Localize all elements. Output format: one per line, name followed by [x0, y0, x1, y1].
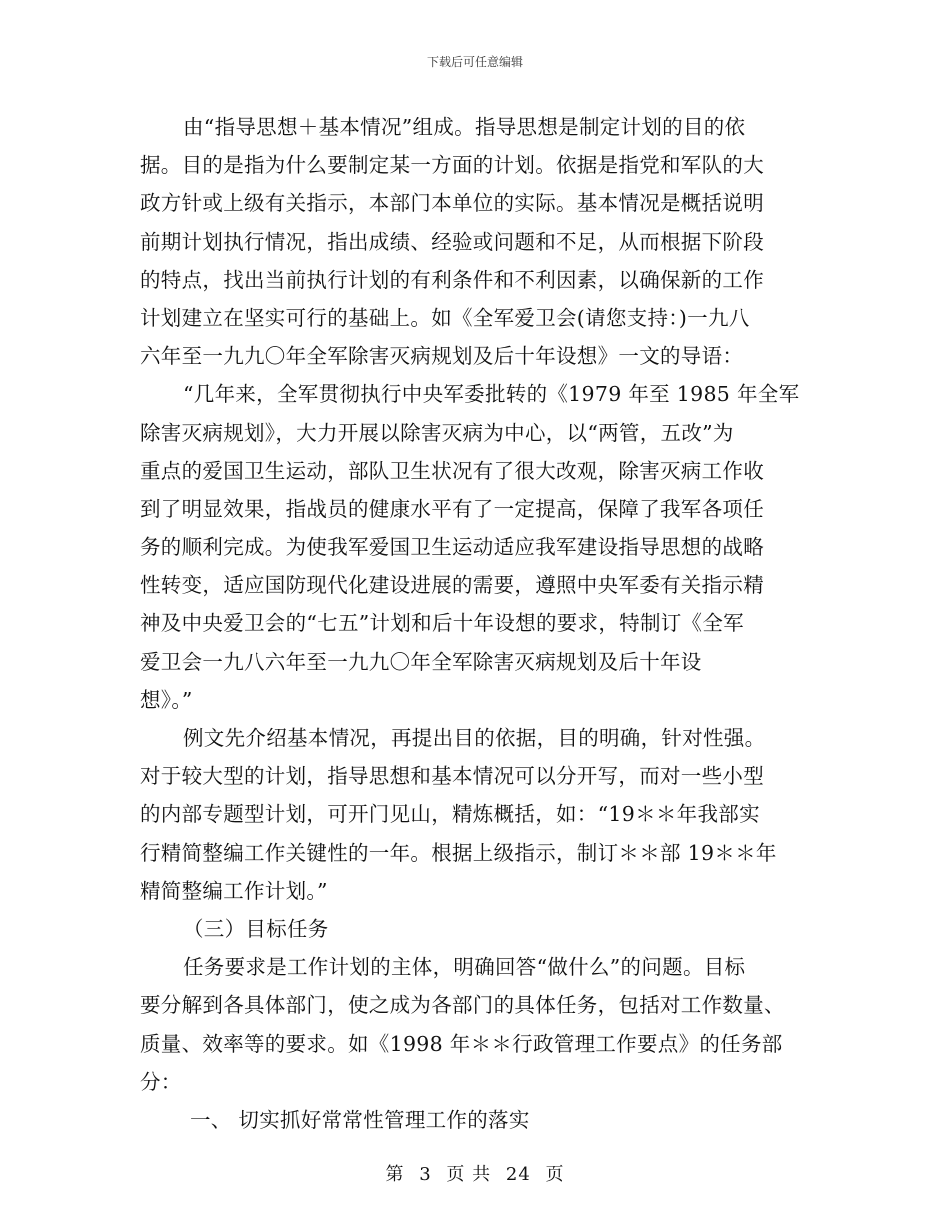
footer-middle: 页 共 [446, 1164, 492, 1185]
text-line: 六年至一九九〇年全军除害灭病规划及后十年设想》一文的导语： [140, 344, 744, 369]
text-line: （三）目标任务 [183, 916, 329, 941]
text-line: 行精简整编工作关键性的一年。根据上级指示，制订＊＊部 19＊＊年 [140, 840, 777, 865]
text-line: 前期计划执行情况，指出成绩、经验或问题和不足，从而根据下阶段 [140, 229, 764, 254]
text-line: 计划建立在坚实可行的基础上。如《全军爱卫会(请您支持：)一九八 [140, 305, 750, 330]
text-line: 想》。” [140, 687, 193, 712]
page-footer [0, 1160, 950, 1186]
text-line: 由“指导思想＋基本情况”组成。指导思想是制定计划的目的依 [183, 115, 746, 139]
text-line: 任务要求是工作计划的主体，明确回答“做什么”的问题。目标 [183, 955, 746, 980]
text-line: 爱卫会一九八六年至一九九〇年全军除害灭病规划及后十年设 [140, 649, 702, 674]
text-line: 质量、效率等的要求。如《1998 年＊＊行政管理工作要点》的任务部 [140, 1031, 783, 1056]
text-line: 精简整编工作计划。” [140, 878, 328, 903]
text-line: 据。目的是指为什么要制定某一方面的计划。依据是指党和军队的大 [140, 153, 764, 178]
text-line: 务的顺利完成。为使我军爱国卫生运动适应我军建设指导思想的战略 [140, 535, 764, 560]
text-line: “几年来，全军贯彻执行中央军委批转的《1979 年至 1985 年全军 [183, 382, 800, 407]
text-line: 性转变，适应国防现代化建设进展的需要，遵照中央军委有关指示精 [140, 573, 764, 598]
page-header: 下载后可任意编辑 [426, 55, 523, 69]
footer-suffix: 页 [545, 1164, 565, 1185]
footer-total-pages: 24 [505, 1164, 531, 1185]
text-line: 一、 切实抓好常常性管理工作的落实 [190, 1107, 530, 1132]
text-line: 重点的爱国卫生运动，部队卫生状况有了很大改观，除害灭病工作收 [140, 458, 764, 483]
text-line: 分： [140, 1069, 182, 1094]
text-line: 神及中央爱卫会的“七五”计划和后十年设想的要求，特制订《全军 [140, 611, 744, 636]
text-line: 例文先介绍基本情况，再提出目的依据，目的明确，针对性强。 [183, 726, 766, 750]
text-line: 到了明显效果，指战员的健康水平有了一定提高，保障了我军各项任 [140, 496, 764, 521]
text-line: 除害灭病规划》，大力开展以除害灭病为中心，以“两管，五改”为 [140, 420, 734, 445]
text-line: 的内部专题型计划，可开门见山，精炼概括，如：“19＊＊年我部实 [140, 802, 760, 827]
footer-prefix: 第 [385, 1164, 405, 1185]
text-line: 政方针或上级有关指示，本部门本单位的实际。基本情况是概括说明 [140, 191, 764, 216]
text-line: 要分解到各具体部门，使之成为各部门的具体任务，包括对工作数量、 [140, 993, 785, 1018]
text-line: 的特点，找出当前执行计划的有利条件和不利因素，以确保新的工作 [140, 267, 764, 292]
document-body [140, 108, 820, 1139]
text-line: 对于较大型的计划，指导思想和基本情况可以分开写，而对一些小型 [140, 764, 764, 789]
footer-page-number: 3 [419, 1164, 432, 1185]
